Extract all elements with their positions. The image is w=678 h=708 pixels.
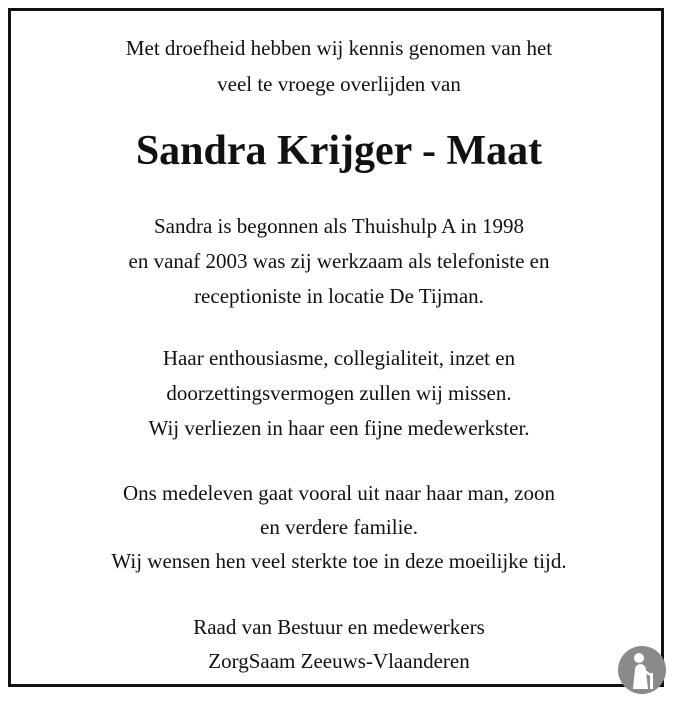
tribute-line-1: Haar enthousiasme, collegialiteit, inzet en bbox=[162, 346, 516, 370]
signature-line-1: Raad van Bestuur en medewerkers bbox=[193, 615, 485, 639]
signature-line-2: ZorgSaam Zeeuws-Vlaanderen bbox=[208, 649, 470, 673]
career-line-2: en vanaf 2003 was zij werkzaam als telefoniste en bbox=[128, 249, 550, 273]
condolence-line-1: Ons medeleven gaat vooral uit naar haar man, zoon bbox=[122, 481, 556, 505]
deceased-name: Sandra Krijger - Maat bbox=[135, 128, 543, 174]
career-line-1: Sandra is begonnen als Thuishulp A in 1998 bbox=[153, 214, 524, 238]
condolence-line-2: en verdere familie. bbox=[260, 515, 418, 539]
career-line-3: receptioniste in locatie De Tijman. bbox=[194, 284, 484, 308]
mourning-figure-icon bbox=[617, 645, 667, 695]
intro-line-2: veel te vroege overlijden van bbox=[217, 72, 461, 96]
intro-line-1: Met droefheid hebben wij kennis genomen van het bbox=[125, 36, 553, 60]
tribute-line-3: Wij verliezen in haar een fijne medewerkster. bbox=[148, 416, 530, 440]
condolence-line-3: Wij wensen hen veel sterkte toe in deze moeilijke tijd. bbox=[111, 549, 567, 573]
tribute-line-2: doorzettingsvermogen zullen wij missen. bbox=[166, 381, 512, 405]
